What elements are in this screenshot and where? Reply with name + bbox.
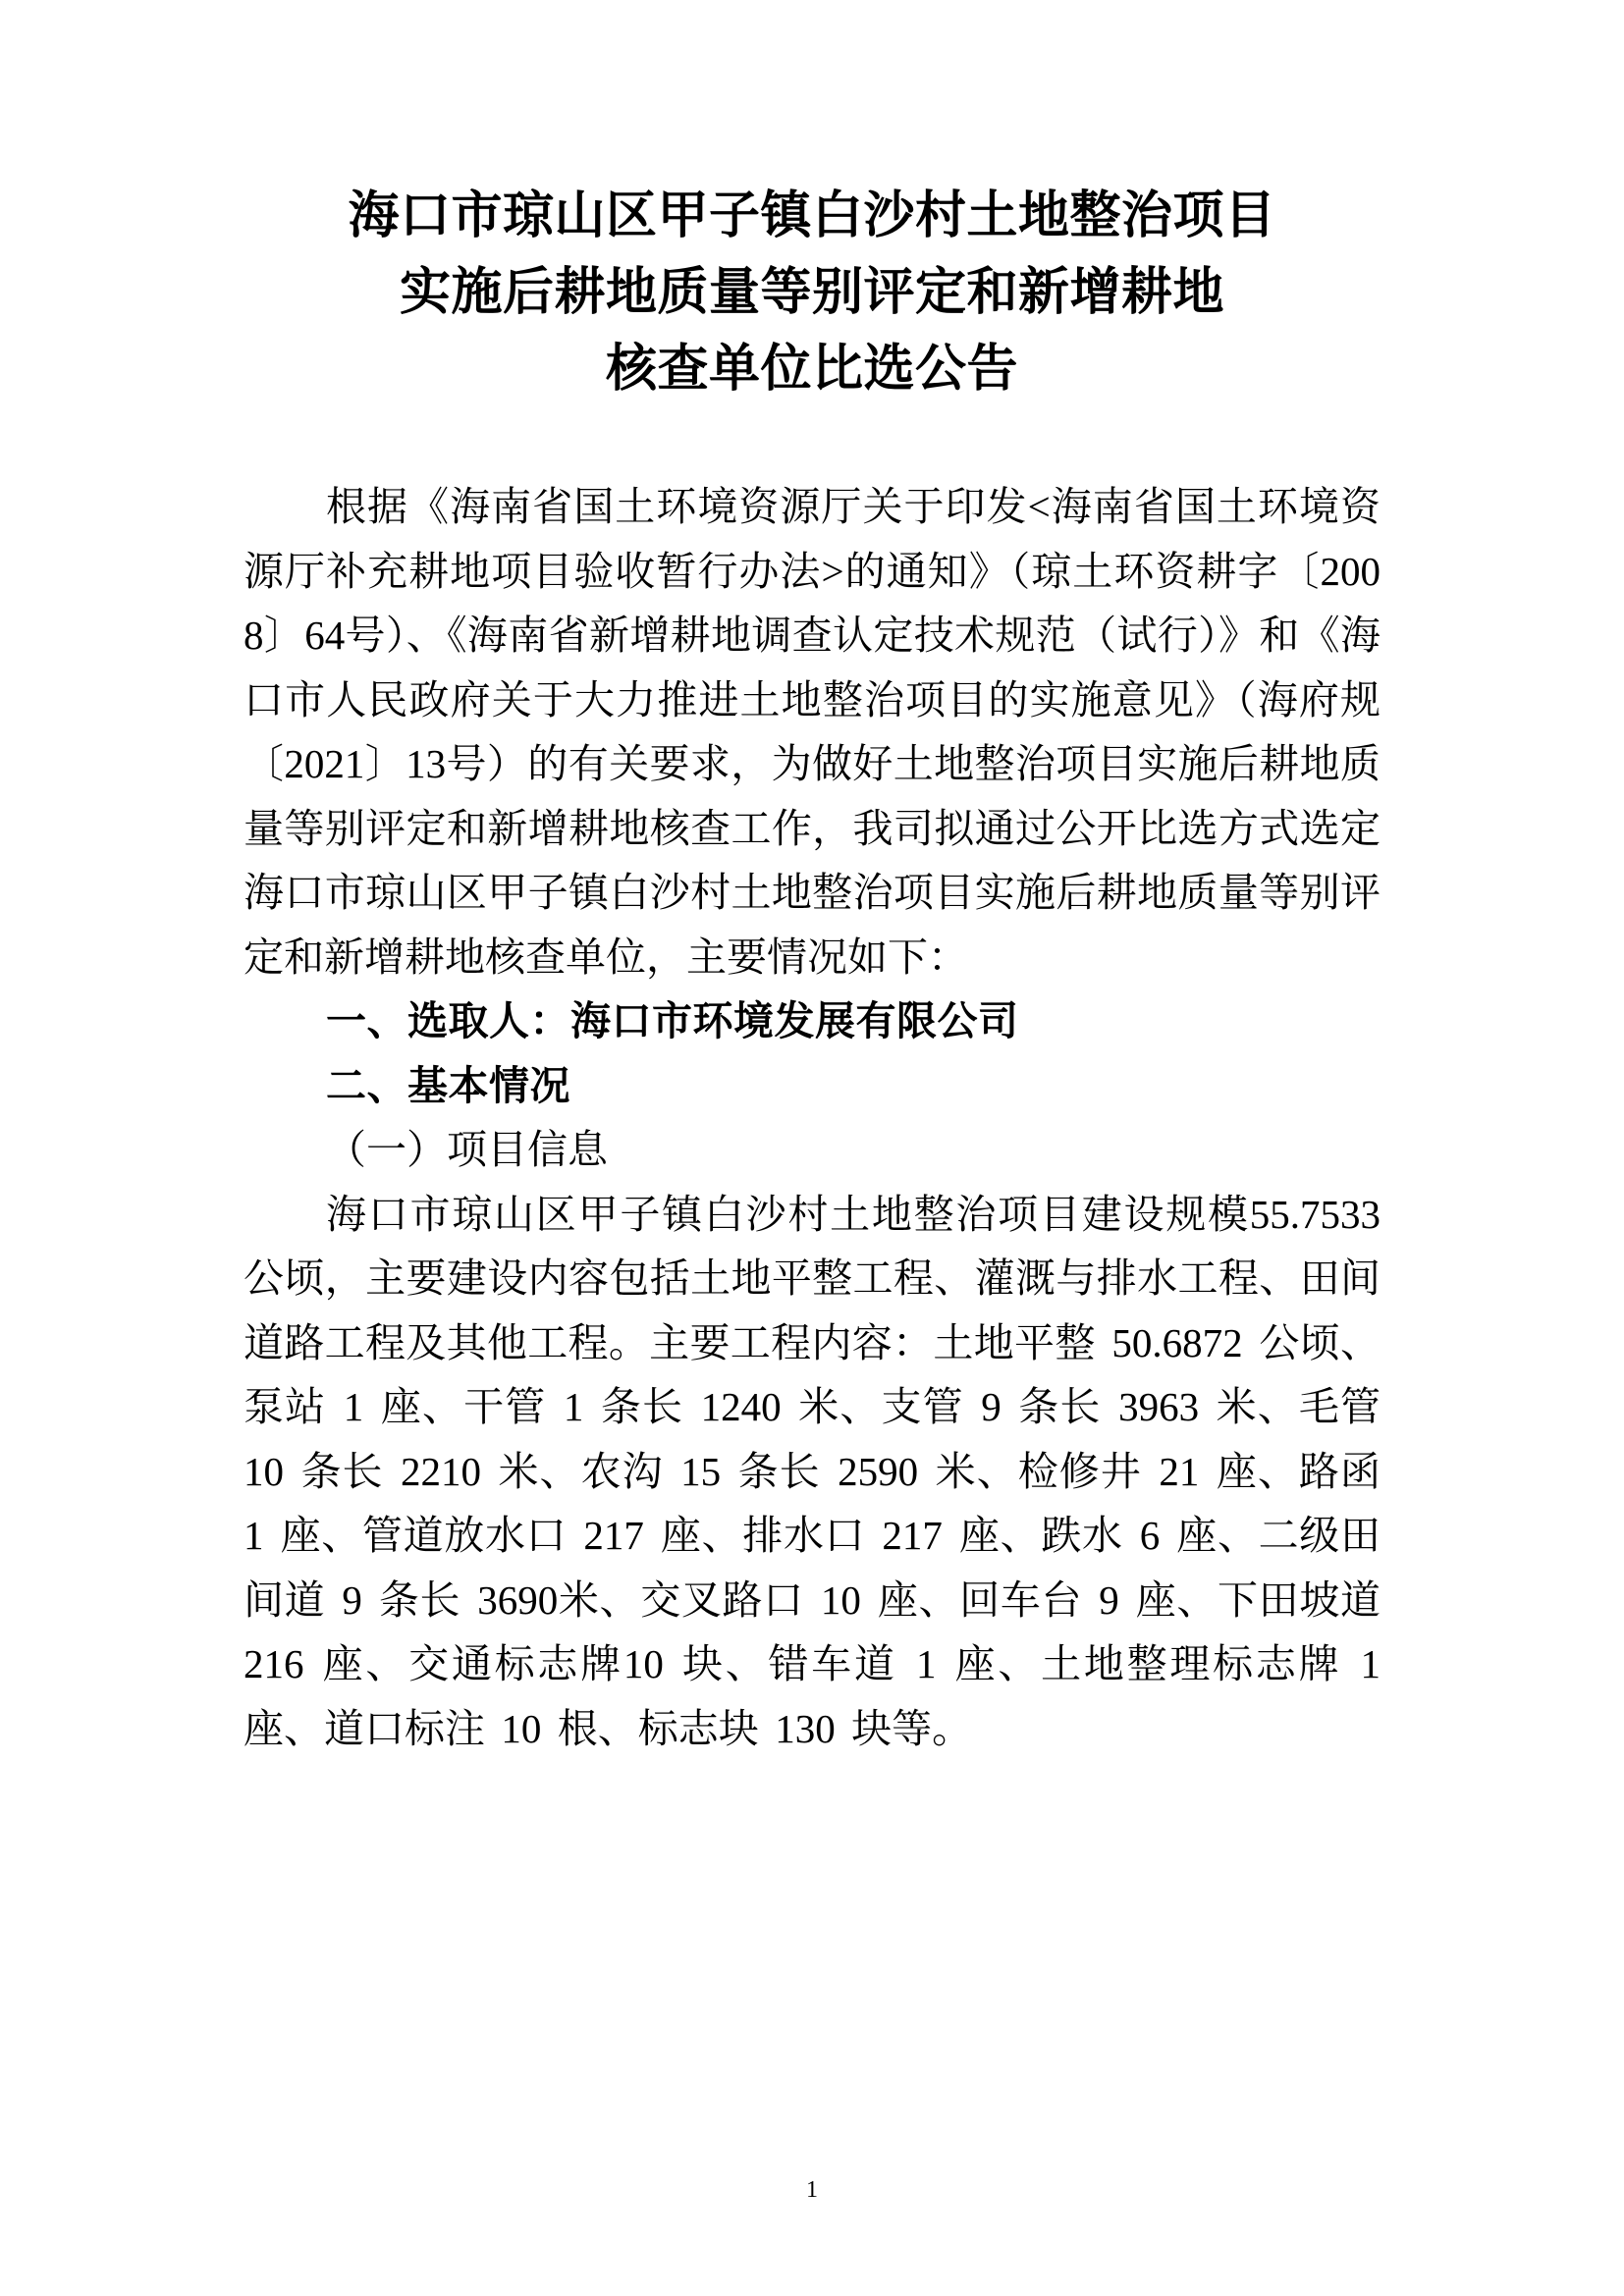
page-content-area [244,0,1380,2296]
project-scale-paragraph: 海口市琼山区甲子镇白沙村土地整治项目建设规模55.7533公顷，主要建设内容包括土地平整工程、灌溉与排水工程、田间道路工程及其他工程。主要工程内容：土地平整 50.6872 公顷、泵站 1 座、干管 1 条长 1240 米、支管 9 条长 3963 米、毛管 10 条长 2210 米、农沟 15 条长 2590 米、检修井 21 座、路函 1 座、管道放水口 217 座、排水口 217 座、跌水 6 座、二级田间道 9 条长 3690米、交叉路口 10 座、回车台 9 座、下田坡道 216 座、交通标志牌10 块、错车道 1 座、土地整理标志牌 1 座、道口标注 10 根、标志块 130 块等。 [244,1191,1380,1751]
section-heading-two: 二、基本情况 [326,1062,570,1108]
subsection-heading-one: （一）项目信息 [326,1127,608,1172]
title-line-1: 海口市琼山区甲子镇白沙村土地整治项目 [348,188,1276,244]
title-line-3: 核查单位比选公告 [605,342,1018,398]
page-title [244,0,1380,408]
intro-paragraph: 根据《海南省国土环境资源厅关于印发<海南省国土环境资源厅补充耕地项目验收暂行办法>的通知》（琼土环资耕字〔2008〕64号）、《海南省新增耕地调查认定技术规范（试行）》和《海口市人民政府关于大力推进土地整治项目的实施意见》（海府规〔2021〕13号）的有关要求，为做好土地整治项目实施后耕地质量等别评定和新增耕地核查工作，我司拟通过公开比选方式选定海口市琼山区甲子镇白沙村土地整治项目实施后耕地质量等别评定和新增耕地核查单位，主要情况如下： [244,484,1380,980]
document-body [244,475,1380,1761]
section-heading-one: 一、选取人：海口市环境发展有限公司 [326,998,1019,1043]
title-line-2: 实施后耕地质量等别评定和新增耕地 [399,265,1224,321]
page-number: 1 [806,2177,818,2203]
